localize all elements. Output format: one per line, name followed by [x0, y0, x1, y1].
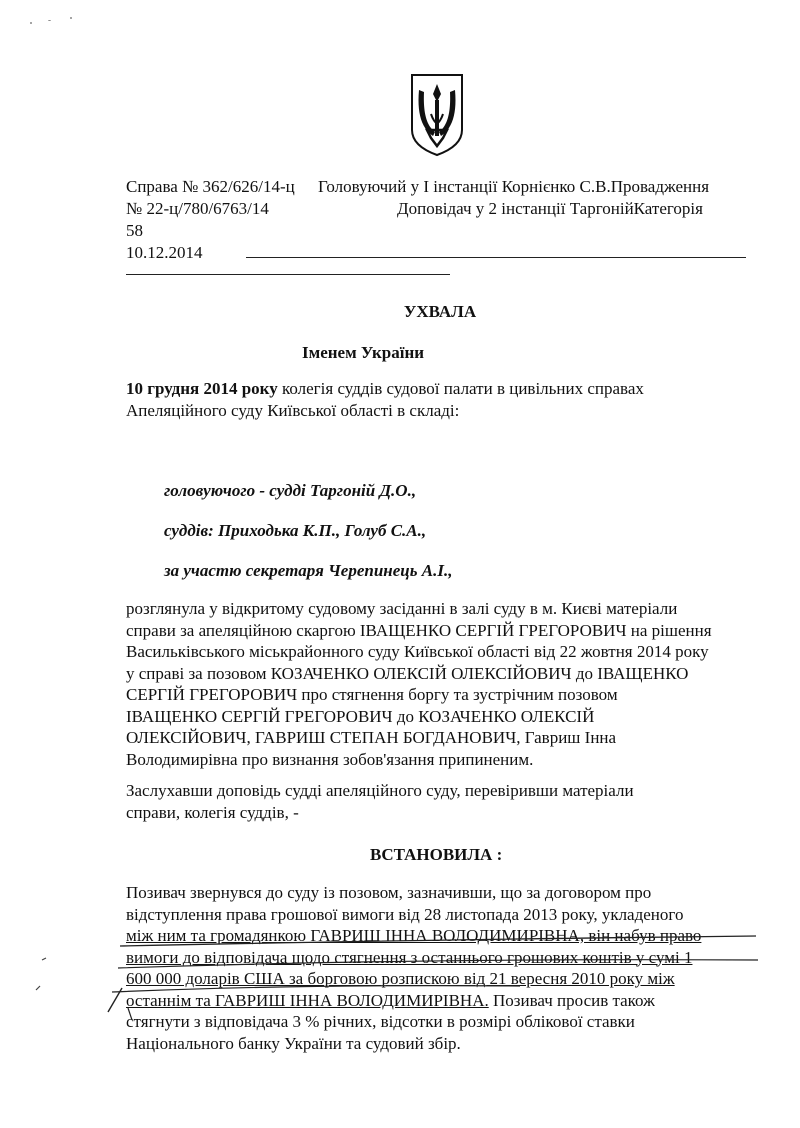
paragraph-line: Заслухавши доповідь судді апеляційного суду, перевіривши матеріали [126, 781, 634, 800]
paragraph-line: відступлення права грошової вимоги від 28 листопада 2013 року, укладеного [126, 904, 684, 924]
category-number: 58 [126, 221, 143, 240]
paragraph-line: Васильківського міськрайонного суду Київської області від 22 жовтня 2014 року [126, 642, 709, 661]
intro-line2: Апеляційного суду Київської області в складі: [126, 400, 460, 420]
scan-speck [48, 20, 51, 21]
court-secretary: за участю секретаря Черепинець А.І., [164, 561, 453, 580]
proceeding-number: № 22-ц/780/6763/14 [126, 199, 269, 218]
paragraph-line: справи, колегія суддів, - [126, 802, 299, 822]
established-paragraph [126, 882, 766, 1054]
intro-date: 10 грудня 2014 року [126, 379, 278, 398]
document-date: 10.12.2014 [126, 243, 203, 262]
rapporteur-judge: Доповідач у 2 інстанції ТаргонійКатегорія [397, 199, 703, 218]
document-subtitle: Іменем України [302, 343, 425, 362]
paragraph-line: Позивач звернувся до суду із позовом, зазначивши, що за договором про [126, 883, 652, 902]
header-rule [246, 257, 746, 258]
presiding-judge: головуючого - судді Таргоній Д.О., [164, 481, 417, 500]
paragraph-line: стягнути з відповідача 3 % річних, відсотки в розмірі облікової ставки [126, 1012, 635, 1031]
case-number: Справа № 362/626/14-ц [126, 177, 295, 196]
paragraph-line: Національного банку України та судовий збір. [126, 1033, 461, 1053]
paragraph-line: справи за апеляційною скаргою ІВАЩЕНКО СЕРГІЙ ГРЕГОРОВИЧ на рішення [126, 620, 712, 640]
paragraph-line: ОЛЕКСІЙОВИЧ, ГАВРИШ СТЕПАН БОГДАНОВИЧ, Гавриш Інна [126, 728, 617, 747]
paragraph-line: останнім та ГАВРИШ ІННА ВОЛОДИМИРІВНА. [126, 990, 489, 1010]
intro-paragraph [126, 378, 766, 421]
scan-speck [30, 22, 32, 24]
paragraph-line: вимоги до відповідача щодо стягнення з останнього грошових коштів у сумі 1 [126, 947, 693, 967]
paragraph-line: у справі за позовом КОЗАЧЕНКО ОЛЕКСІЙ ОЛЕКСІЙОВИЧ до ІВАЩЕНКО [126, 663, 689, 683]
header-rule [126, 274, 450, 275]
paragraph-line: СЕРГІЙ ГРЕГОРОВИЧ про стягнення боргу та зустрічним позовом [126, 685, 618, 704]
report-paragraph [126, 780, 766, 823]
proceedings-paragraph [126, 598, 766, 770]
paragraph-line: між ним та громадянкою ГАВРИШ ІННА ВОЛОДИМИРІВНА, він набув право [126, 926, 702, 945]
paragraph-line: 600 000 доларів США за борговою розпискою від 21 вересня 2010 року між [126, 969, 675, 988]
document-title: УХВАЛА [403, 302, 477, 321]
ukraine-coat-of-arms-icon [409, 72, 465, 158]
paragraph-line: Позивач просив також [488, 990, 655, 1010]
first-instance-judge: Головуючий у І інстанції Корнієнко С.В.Провадження [318, 177, 710, 196]
paragraph-line: Володимирівна про визнання зобов'язання припиненим. [126, 749, 534, 769]
scan-speck [70, 17, 72, 19]
section-heading: ВСТАНОВИЛА : [370, 845, 503, 864]
intro-line1: колегія суддів судової палати в цивільних справах [277, 379, 644, 398]
paragraph-line: розглянула у відкритому судовому засіданні в залі суду в м. Києві матеріали [126, 599, 678, 618]
panel-judges: суддів: Приходька К.П., Голуб С.А., [164, 521, 427, 540]
paragraph-line: ІВАЩЕНКО СЕРГІЙ ГРЕГОРОВИЧ до КОЗАЧЕНКО ОЛЕКСІЙ [126, 706, 595, 726]
